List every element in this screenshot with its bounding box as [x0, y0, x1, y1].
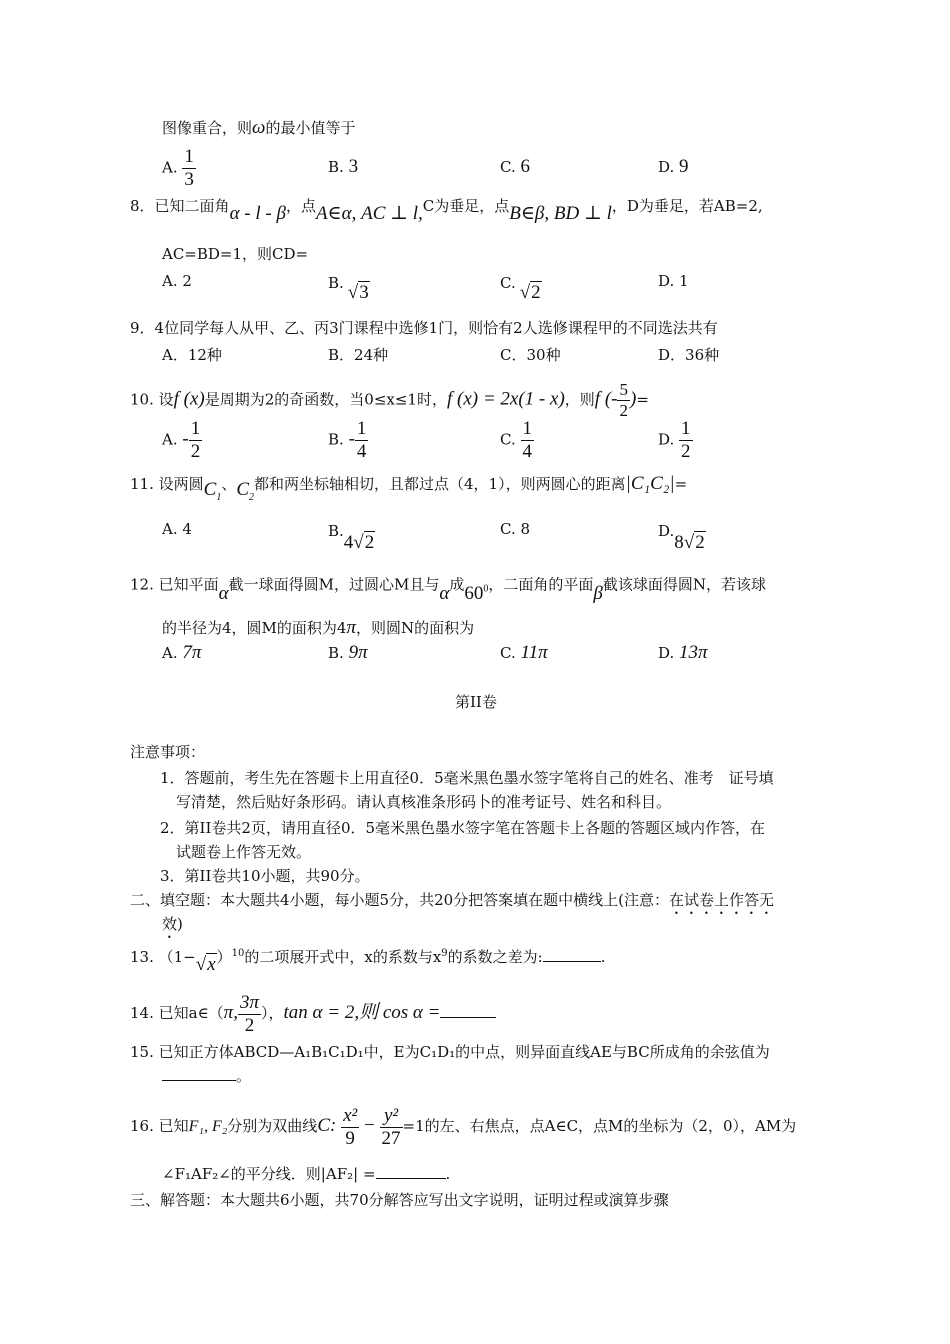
q7-option-b: B. 3: [328, 156, 359, 177]
q15-answer-blank[interactable]: [162, 1080, 236, 1081]
q7-option-d: D. 9: [658, 156, 689, 177]
q16-stem: 16. 已知F₁, F₂分别为双曲线C: $\frac{\text{x²}}{9}$ − $\frac{\text{y²}}{27}$ =1的左、右焦点，点A∈C，点M的坐标为（2，0），AM为: [130, 1104, 797, 1149]
q8-option-a: A. 2: [162, 272, 192, 290]
notice-2a: 2．第II卷共2页，请用直径0．5毫米黑色墨水签字笔在答题卡上各题的答题区域内作答，在: [160, 819, 766, 837]
q7-option-a: A. $\frac{1}{3}$: [162, 146, 194, 190]
q8-stem: 8．已知二面角α - l - β，点A∈α, AC ⊥ l,C为垂足，点B∈β, BD ⊥ l，D为垂足，若AB=2,: [130, 197, 763, 224]
q10-stem: 10. 设f (x)是周期为2的奇函数，当0≤x≤1时，f (x) = 2x(1 - x)，则f (- $\frac{5}{2}$ )=: [130, 380, 649, 420]
q7-text-2: 的最小值等于: [265, 119, 356, 137]
q13-stem: 13. $(1-√x)^{10}$的二项展开式中，x的系数与$x^9$的系数之差为: .: [130, 948, 606, 975]
q9-option-c: C．30种: [500, 346, 561, 364]
q9-option-d: D．36种: [658, 346, 720, 364]
q15-line2: 。: [162, 1066, 251, 1086]
q14-stem: 14. 已知a∈（π, $\frac{3\pi}{2}$ ），tan α = 2,则 cos α =: [130, 988, 496, 1038]
q7-omega: ω: [252, 117, 266, 138]
q11-option-b: B.4√2: [328, 522, 375, 553]
notice-3: 3．第II卷共10小题，共90分。: [160, 867, 370, 885]
q15-stem: 15. 已知正方体ABCD—A₁B₁C₁D₁中，E为C₁D₁的中点，则异面直线AE与BC所成角的余弦值为: [130, 1043, 770, 1061]
q9-option-a: A．12种: [162, 346, 222, 364]
q16-answer-blank[interactable]: [376, 1178, 446, 1179]
q11-stem: 11. 设两圆$C_1$、$C_2$都和两坐标轴相切，且都过点（4，1），则两圆心的距离|C₁C₂|=: [130, 473, 688, 503]
q12-option-a: A. 7π: [162, 642, 202, 663]
q10-option-a: A. - $\frac{1}{2}$: [162, 418, 201, 462]
q12-line2: 的半径为4，圆M的面积为4π，则圆N的面积为: [162, 617, 475, 638]
q12-option-b: B. 9π: [328, 642, 368, 663]
q7-option-c: C. 6: [500, 156, 530, 177]
q7-text-1: 图像重合，则: [162, 119, 253, 137]
q8-line2: AC=BD=1，则CD=: [162, 245, 309, 263]
q14-answer-blank[interactable]: [440, 1017, 496, 1018]
section-2-heading: 二、填空题：本大题共4小题，每小题5分，共20分把答案填在题中横线上(注意：在试卷上作答无: [130, 891, 775, 909]
notice-heading: 注意事项：: [130, 743, 206, 761]
q12-stem: 12. 已知平面α截一球面得圆M，过圆心M且与α成$60^0$，二面角的平面β截该球面得圆N，若该球: [130, 575, 766, 605]
part2-title: 第II卷: [455, 693, 497, 711]
section-3-heading: 三、解答题：本大题共6小题，共70分解答应写出文字说明，证明过程或演算步骤: [130, 1191, 669, 1209]
notice-2b: 试题卷上作答无效。: [176, 843, 312, 861]
q8-option-b: B. √3: [328, 274, 369, 303]
q11-option-c: C. 8: [500, 520, 531, 538]
q11-option-a: A. 4: [162, 520, 192, 538]
q12-option-c: C. 11π: [500, 642, 548, 663]
q10-option-d: D. $\frac{1}{2}$: [658, 418, 691, 462]
section-2-heading-cont: 效): [162, 915, 183, 933]
q8-option-c: C. √2: [500, 274, 541, 303]
q9-stem: 9．4位同学每人从甲、乙、丙3门课程中选修1门，则恰有2人选修课程甲的不同选法共有: [130, 319, 718, 337]
q12-option-d: D. 13π: [658, 642, 708, 663]
q8-option-d: D. 1: [658, 272, 689, 290]
fraction: $\frac{1}{3}$: [184, 146, 194, 190]
q13-answer-blank[interactable]: [543, 961, 601, 962]
notice-1a: 1．答题前，考生先在答题卡上用直径0．5毫米黑色墨水签字笔将自己的姓名、准考 证号填: [160, 769, 774, 787]
notice-1b: 写清楚，然后贴好条形码。请认真核准条形码卜的准考证号、姓名和科目。: [176, 793, 672, 811]
q9-option-b: B．24种: [328, 346, 389, 364]
q16-line2: ∠F₁AF₂∠的平分线．则|AF₂| = .: [162, 1165, 451, 1183]
q10-option-c: C. $\frac{1}{4}$: [500, 418, 532, 462]
q11-option-d: D.8√2: [658, 522, 705, 553]
q10-option-b: B. - $\frac{1}{4}$: [328, 418, 367, 462]
q7-stem: [162, 118, 355, 138]
